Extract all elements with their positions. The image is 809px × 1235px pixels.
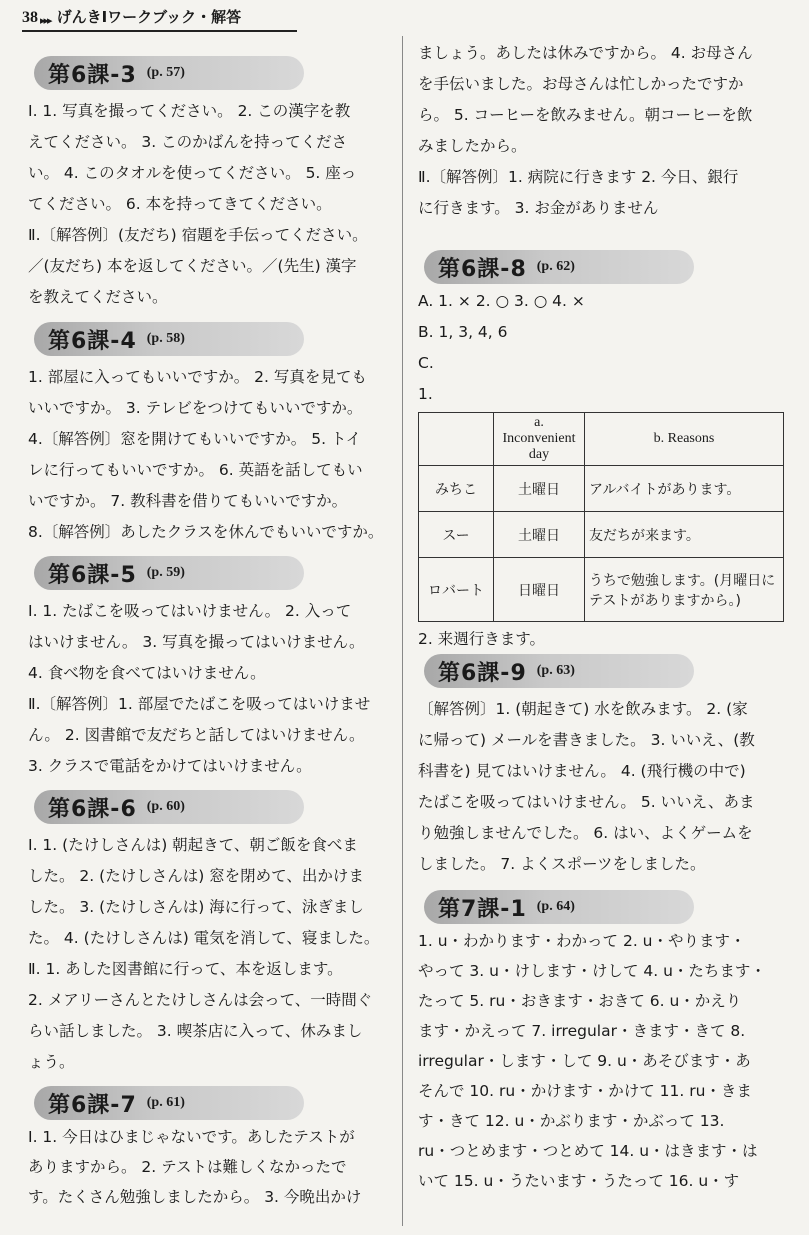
text-line: Ⅰ. 1. 写真を撮ってください。 2. この漢字を教 [28,102,351,120]
text-line: ／(友だち) 本を返してください。／(先生) 漢字 [28,257,357,275]
table-row [419,558,784,622]
text-line: 〔解答例〕1. (朝起きて) 水を飲みます。 2. (家 [418,700,748,718]
text-line: たばこを吸ってはいけません。 5. いいえ、あま [418,793,755,811]
section-7-1 [418,890,790,1196]
section-title: 第6課-6 [48,796,137,822]
text-line: 科書を) 見てはいけません。 4. (飛行機の中で) [418,762,746,780]
section-6-7-continued [418,38,790,224]
table-cell: うちで勉強します。(月曜日にテストがありますから。) [585,558,784,622]
section-title: 第6課-9 [438,660,527,686]
section-page-ref: (p. 58) [146,331,185,346]
text-line: に帰って) メールを書きました。 3. いいえ、(教 [418,731,755,749]
text-line: C. [418,354,434,372]
text-line: ありますから。 2. テストは難しくなかったで [28,1158,347,1176]
table-header-row [419,413,784,466]
section-body [418,926,790,1196]
text-line: irregular・します・して 9. u・あそびます・あ [418,1052,751,1070]
section-banner [34,56,304,90]
section-body [418,38,790,224]
text-line: B. 1, 3, 4, 6 [418,323,508,341]
text-line: 2. メアリーさんとたけしさんは会って、一時間ぐ [28,991,373,1009]
section-body [418,694,790,880]
text-line: 8.〔解答例〕あしたクラスを休んでもいいですか。 [28,523,384,541]
table-cell: 土曜日 [494,512,585,558]
text-line: ん。 2. 図書館で友だちと話してはいけません。 [28,726,365,744]
text-line: ましょう。あしたは休みですから。 4. お母さん [418,44,753,62]
section-page-ref: (p. 63) [536,663,575,678]
section-title: 第6課-8 [438,256,527,282]
text-line: そんで 10. ru・かけます・かけて 11. ru・きま [418,1082,752,1100]
text-line: いですか。 7. 教科書を借りてもいいですか。 [28,492,348,510]
section-title: 第6課-3 [48,62,137,88]
text-line: やって 3. u・けします・けして 4. u・たちます・ [418,962,766,980]
section-6-8 [418,250,790,655]
section-body [28,96,413,313]
text-line: Ⅱ.〔解答例〕1. 病院に行きます 2. 今日、銀行 [418,168,739,186]
text-line: しました。 7. よくスポーツをしました。 [418,855,706,873]
table-cell: 日曜日 [494,558,585,622]
table-cell: ロバート [419,558,494,622]
section-banner [424,654,694,688]
table-cell: 友だちが来ます。 [585,512,784,558]
section-title: 第7課-1 [438,896,527,922]
text-line: す。たくさん勉強しましたから。 3. 今晩出かけ [28,1188,362,1206]
text-line: 2. 来週行きます。 [418,630,545,648]
text-line: らい話しました。 3. 喫茶店に入って、休みまし [28,1022,363,1040]
text-line: を教えてください。 [28,288,168,306]
section-6-6 [28,790,413,1078]
text-line: Ⅰ. 1. (たけしさんは) 朝起きて、朝ご飯を食べま [28,836,358,854]
arrow-icon: ▸▸▸ [40,14,51,27]
section-page-ref: (p. 61) [146,1095,185,1110]
page-header [22,6,297,32]
section-page-ref: (p. 64) [536,899,575,914]
text-line: 3. クラスで電話をかけてはいけません。 [28,757,312,775]
section-page-ref: (p. 60) [146,799,185,814]
text-line: す・きて 12. u・かぶります・かぶって 13. [418,1112,725,1130]
section-banner [34,556,304,590]
text-line: いて 15. u・うたいます・うたって 16. u・す [418,1172,740,1190]
text-line: 1. u・わかります・わかって 2. u・やります・ [418,932,746,950]
text-line: ru・つとめます・つとめて 14. u・はきます・は [418,1142,758,1160]
page-number: 38 [22,9,38,26]
table-row [419,466,784,512]
table-header-cell [419,413,494,466]
section-page-ref: (p. 59) [146,565,185,580]
text-line: り勉強しませんでした。 6. はい、よくゲームを [418,824,753,842]
section-6-9 [418,654,790,880]
section-body [28,1122,413,1212]
text-line: した。 3. (たけしさんは) 海に行って、泳ぎまし [28,898,364,916]
text-line: レに行ってもいいですか。 6. 英語を話してもい [28,461,363,479]
text-line: 1. 部屋に入ってもいいですか。 2. 写真を見ても [28,368,367,386]
text-line: みましたから。 [418,137,527,155]
text-line: てください。 6. 本を持ってきてください。 [28,195,332,213]
text-line: たって 5. ru・おきます・おきて 6. u・かえり [418,992,742,1010]
text-line: ます・かえって 7. irregular・きます・きて 8. [418,1022,746,1040]
text-line: を手伝いました。お母さんは忙しかったですか [418,75,744,93]
section-6-4 [28,322,413,548]
table-cell: 土曜日 [494,466,585,512]
table-cell: スー [419,512,494,558]
section-body [418,286,790,410]
section-page-ref: (p. 62) [536,259,575,274]
text-line: Ⅰ. 1. 今日はひまじゃないです。あしたテストが [28,1128,355,1146]
section-6-3 [28,56,413,313]
section-title: 第6課-4 [48,328,137,354]
table-header-cell: a. Inconvenient day [494,413,585,466]
text-line: した。 2. (たけしさんは) 窓を閉めて、出かけま [28,867,364,885]
section-banner [424,250,694,284]
section-body [28,830,413,1078]
section-body [28,362,413,548]
text-line: 1. [418,385,433,403]
text-line: A. 1. × 2. ○ 3. ○ 4. × [418,292,585,310]
table-cell: アルバイトがあります。 [585,466,784,512]
text-line: 4. 食べ物を食べてはいけません。 [28,664,266,682]
section-body [418,624,790,655]
section-banner [34,1086,304,1120]
section-banner [34,322,304,356]
text-line: Ⅱ.〔解答例〕1. 部屋でたばこを吸ってはいけませ [28,695,371,713]
table-row [419,512,784,558]
section-title: 第6課-7 [48,1092,137,1118]
text-line: Ⅱ.〔解答例〕(友だち) 宿題を手伝ってください。 [28,226,368,244]
section-page-ref: (p. 57) [146,65,185,80]
text-line: ょう。 [28,1053,75,1071]
text-line: えてください。 3. このかばんを持ってくださ [28,133,348,151]
text-line: に行きます。 3. お金がありません [418,199,659,217]
table-cell: みちこ [419,466,494,512]
book-title: げんきⅠワークブック・解答 [56,8,242,26]
text-line: た。 4. (たけしさんは) 電気を消して、寝ました。 [28,929,380,947]
reasons-table [418,412,784,622]
section-body [28,596,413,782]
section-6-5 [28,556,413,782]
section-banner [34,790,304,824]
section-title: 第6課-5 [48,562,137,588]
text-line: ら。 5. コーヒーを飲みません。朝コーヒーを飲 [418,106,753,124]
text-line: Ⅱ. 1. あした図書館に行って、本を返します。 [28,960,343,978]
section-banner [424,890,694,924]
text-line: い。 4. このタオルを使ってください。 5. 座っ [28,164,357,182]
text-line: 4.〔解答例〕窓を開けてもいいですか。 5. トイ [28,430,362,448]
table-header-cell: b. Reasons [585,413,784,466]
text-line: Ⅰ. 1. たばこを吸ってはいけません。 2. 入って [28,602,352,620]
text-line: いいですか。 3. テレビをつけてもいいですか。 [28,399,363,417]
text-line: はいけません。 3. 写真を撮ってはいけません。 [28,633,365,651]
section-6-7 [28,1086,413,1212]
